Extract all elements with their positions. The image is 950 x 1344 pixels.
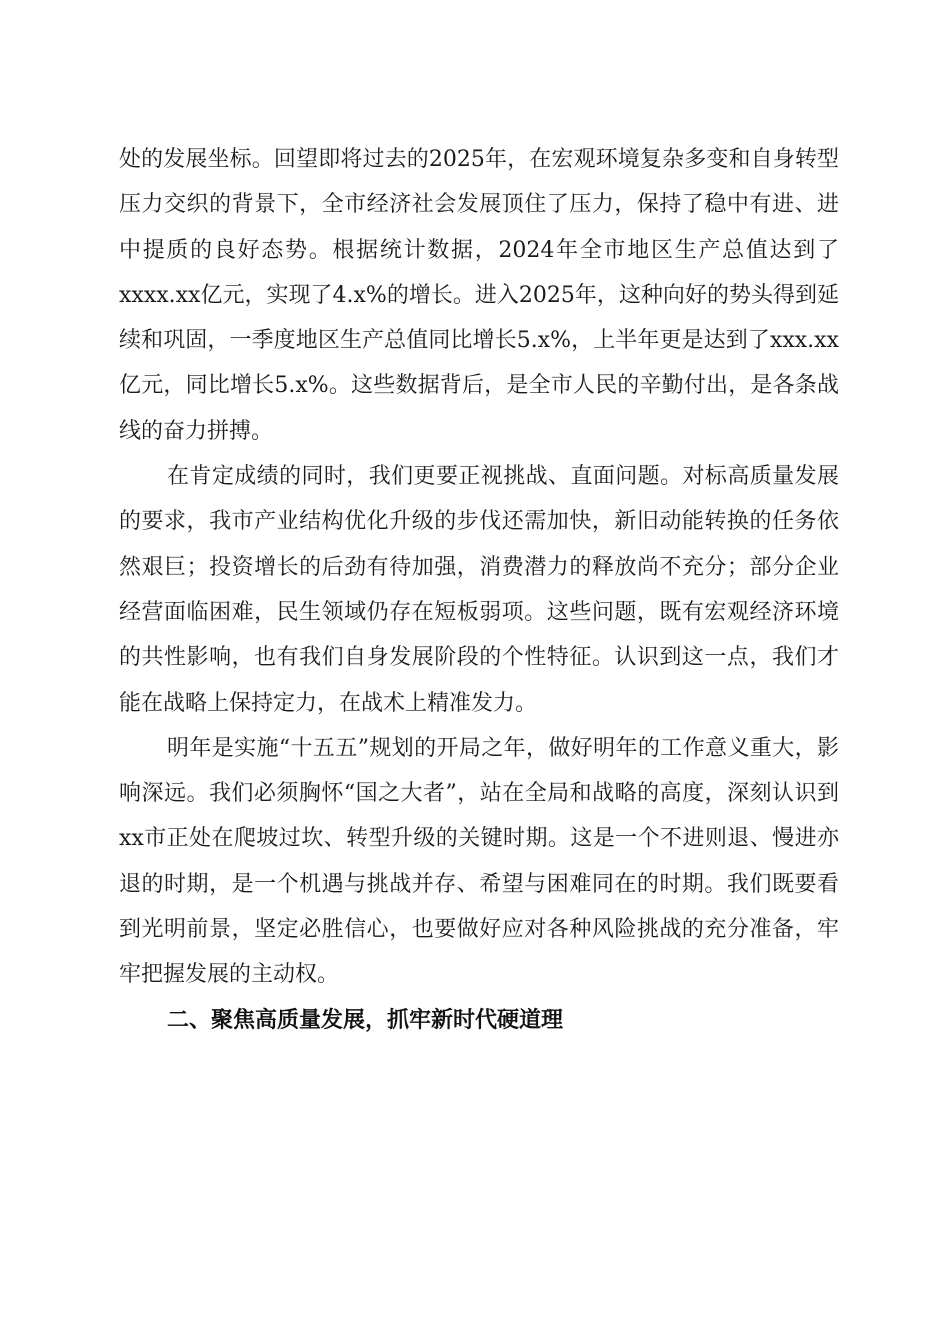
paragraph-challenges: 在肯定成绩的同时，我们更要正视挑战、直面问题。对标高质量发展的要求，我市产业结构优化升级的步伐还需加快，新旧动能转换的任务依然艰巨；投资增长的后劲有待加强，消费潜力的释放尚不充分；部分企业经营面临困难，民生领域仍存在短板弱项。这些问题，既有宏观经济环境的共性影响，也有我们自身发展阶段的个性特征。认识到这一点，我们才能在战略上保持定力，在战术上精准发力。 xyxy=(119,464,839,716)
section-heading: 二、聚焦高质量发展，抓牢新时代硬道理 xyxy=(167,1007,564,1033)
paragraph-next-year: 明年是实施“十五五”规划的开局之年，做好明年的工作意义重大，影响深远。我们必须胸怀“国之大者”，站在全局和战略的高度，深刻认识到xx市正处在爬坡过坎、转型升级的关键时期。这是一个不进则退、慢进亦退的时期，是一个机遇与挑战并存、希望与困难同在的时期。我们既要看到光明前景，坚定必胜信心，也要做好应对各种风险挑战的充分准备，牢牢把握发展的主动权。 xyxy=(119,735,839,988)
document-body xyxy=(119,137,839,1043)
paragraph-continued: 处的发展坐标。回望即将过去的2025年，在宏观环境复杂多变和自身转型压力交织的背景下，全市经济社会发展顶住了压力，保持了稳中有进、进中提质的良好态势。根据统计数据，2024年全市地区生产总值达到了xxxx.xx亿元，实现了4.x%的增长。进入2025年，这种向好的势头得到延续和巩固，一季度地区生产总值同比增长5.x%，上半年更是达到了xxx.xx亿元，同比增长5.x%。这些数据背后，是全市人民的辛勤付出，是各条战线的奋力拼搏。 xyxy=(119,147,839,444)
